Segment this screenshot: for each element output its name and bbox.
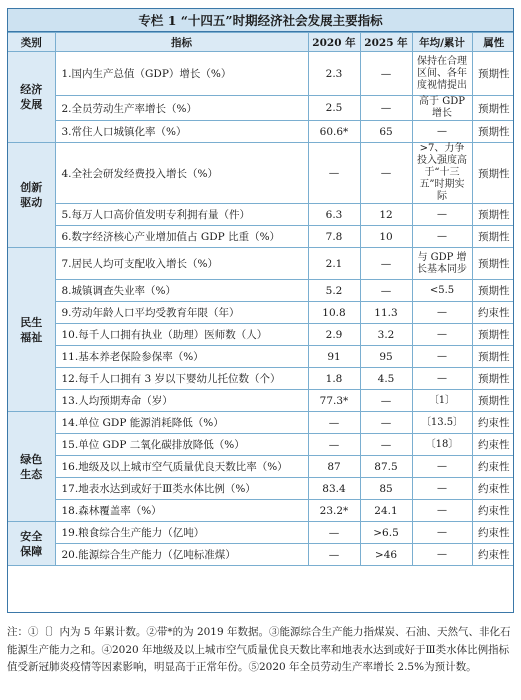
- cumulative-cell: —: [412, 226, 472, 248]
- value-2025-cell: 65: [360, 121, 412, 143]
- attribute-cell: 约束性: [472, 456, 514, 478]
- value-2025-cell: >6.5: [360, 522, 412, 544]
- attribute-cell: 约束性: [472, 302, 514, 324]
- attribute-cell: 预期性: [472, 96, 514, 121]
- cumulative-cell: 保持在合理区间、各年度视情提出: [412, 52, 472, 96]
- attribute-cell: 预期性: [472, 280, 514, 302]
- table-row: [8, 204, 514, 226]
- value-2020-cell: 7.8: [308, 226, 360, 248]
- cumulative-cell: 高于 GDP 增长: [412, 96, 472, 121]
- value-2020-cell: 2.3: [308, 52, 360, 96]
- value-2025-cell: 85: [360, 478, 412, 500]
- table-row: [8, 456, 514, 478]
- value-2025-cell: —: [360, 248, 412, 280]
- header-cumulative: 年均/累计: [412, 33, 472, 52]
- indicator-table: [8, 32, 514, 566]
- attribute-cell: 约束性: [472, 412, 514, 434]
- table-row: [8, 368, 514, 390]
- header-row: [8, 33, 514, 52]
- cumulative-cell: —: [412, 204, 472, 226]
- value-2025-cell: 4.5: [360, 368, 412, 390]
- header-attribute: 属性: [472, 33, 514, 52]
- table-row: [8, 302, 514, 324]
- table-row: [8, 544, 514, 566]
- cumulative-cell: —: [412, 324, 472, 346]
- attribute-cell: 约束性: [472, 478, 514, 500]
- header-category: 类别: [8, 33, 55, 52]
- value-2020-cell: 10.8: [308, 302, 360, 324]
- value-2020-cell: 60.6*: [308, 121, 360, 143]
- value-2025-cell: 3.2: [360, 324, 412, 346]
- table-row: [8, 248, 514, 280]
- value-2020-cell: 77.3*: [308, 390, 360, 412]
- table-row: [8, 143, 514, 204]
- value-2025-cell: —: [360, 280, 412, 302]
- cumulative-cell: —: [412, 478, 472, 500]
- value-2025-cell: 87.5: [360, 456, 412, 478]
- indicator-cell: 12.每千人口拥有 3 岁以下婴幼儿托位数（个）: [55, 368, 308, 390]
- table-row: [8, 346, 514, 368]
- attribute-cell: 预期性: [472, 346, 514, 368]
- table-row: [8, 121, 514, 143]
- value-2020-cell: —: [308, 434, 360, 456]
- indicator-cell: 4.全社会研发经费投入增长（%）: [55, 143, 308, 204]
- attribute-cell: 预期性: [472, 143, 514, 204]
- attribute-cell: 预期性: [472, 121, 514, 143]
- value-2025-cell: —: [360, 143, 412, 204]
- value-2020-cell: 91: [308, 346, 360, 368]
- value-2025-cell: 95: [360, 346, 412, 368]
- cumulative-cell: —: [412, 302, 472, 324]
- category-cell: 创新驱动: [8, 143, 55, 248]
- value-2020-cell: 1.8: [308, 368, 360, 390]
- category-cell: 经济发展: [8, 52, 55, 143]
- attribute-cell: 约束性: [472, 544, 514, 566]
- cumulative-cell: —: [412, 121, 472, 143]
- attribute-cell: 预期性: [472, 248, 514, 280]
- value-2020-cell: 2.1: [308, 248, 360, 280]
- indicator-cell: 10.每千人口拥有执业（助理）医师数（人）: [55, 324, 308, 346]
- indicator-cell: 19.粮食综合生产能力（亿吨）: [55, 522, 308, 544]
- cumulative-cell: 〔1〕: [412, 390, 472, 412]
- attribute-cell: 约束性: [472, 434, 514, 456]
- value-2025-cell: —: [360, 390, 412, 412]
- value-2025-cell: 11.3: [360, 302, 412, 324]
- indicator-cell: 1.国内生产总值（GDP）增长（%）: [55, 52, 308, 96]
- indicator-cell: 13.人均预期寿命（岁）: [55, 390, 308, 412]
- indicator-cell: 6.数字经济核心产业增加值占 GDP 比重（%）: [55, 226, 308, 248]
- header-2020: 2020 年: [308, 33, 360, 52]
- cumulative-cell: <5.5: [412, 280, 472, 302]
- cumulative-cell: —: [412, 522, 472, 544]
- value-2020-cell: 2.5: [308, 96, 360, 121]
- indicator-cell: 8.城镇调查失业率（%）: [55, 280, 308, 302]
- table-row: [8, 522, 514, 544]
- indicator-cell: 16.地级及以上城市空气质量优良天数比率（%）: [55, 456, 308, 478]
- indicator-cell: 11.基本养老保险参保率（%）: [55, 346, 308, 368]
- category-cell: 民生福祉: [8, 248, 55, 412]
- indicator-cell: 17.地表水达到或好于Ⅲ类水体比例（%）: [55, 478, 308, 500]
- value-2020-cell: 5.2: [308, 280, 360, 302]
- attribute-cell: 预期性: [472, 226, 514, 248]
- cumulative-cell: 〔13.5〕: [412, 412, 472, 434]
- category-cell: 绿色生态: [8, 412, 55, 522]
- table-row: [8, 478, 514, 500]
- value-2020-cell: 83.4: [308, 478, 360, 500]
- indicator-cell: 2.全员劳动生产率增长（%）: [55, 96, 308, 121]
- indicator-cell: 20.能源综合生产能力（亿吨标准煤）: [55, 544, 308, 566]
- header-2025: 2025 年: [360, 33, 412, 52]
- value-2020-cell: 6.3: [308, 204, 360, 226]
- table-row: [8, 500, 514, 522]
- cumulative-cell: >7、力争投入强度高于“十三五”时期实际: [412, 143, 472, 204]
- category-cell: 安全保障: [8, 522, 55, 566]
- cumulative-cell: —: [412, 368, 472, 390]
- cumulative-cell: —: [412, 456, 472, 478]
- indicator-cell: 3.常住人口城镇化率（%）: [55, 121, 308, 143]
- value-2020-cell: —: [308, 412, 360, 434]
- value-2025-cell: —: [360, 52, 412, 96]
- table-row: [8, 226, 514, 248]
- value-2025-cell: —: [360, 96, 412, 121]
- attribute-cell: 预期性: [472, 52, 514, 96]
- table-row: [8, 96, 514, 121]
- value-2025-cell: >46: [360, 544, 412, 566]
- value-2025-cell: —: [360, 434, 412, 456]
- indicator-cell: 9.劳动年龄人口平均受教育年限（年）: [55, 302, 308, 324]
- indicator-cell: 18.森林覆盖率（%）: [55, 500, 308, 522]
- header-indicator: 指标: [55, 33, 308, 52]
- attribute-cell: 预期性: [472, 390, 514, 412]
- indicator-panel: [7, 8, 514, 613]
- cumulative-cell: —: [412, 346, 472, 368]
- value-2020-cell: 87: [308, 456, 360, 478]
- table-row: [8, 412, 514, 434]
- value-2020-cell: 2.9: [308, 324, 360, 346]
- value-2020-cell: —: [308, 143, 360, 204]
- indicator-cell: 14.单位 GDP 能源消耗降低（%）: [55, 412, 308, 434]
- value-2025-cell: 12: [360, 204, 412, 226]
- attribute-cell: 约束性: [472, 522, 514, 544]
- attribute-cell: 预期性: [472, 368, 514, 390]
- attribute-cell: 预期性: [472, 204, 514, 226]
- cumulative-cell: 与 GDP 增长基本同步: [412, 248, 472, 280]
- value-2020-cell: —: [308, 522, 360, 544]
- value-2020-cell: 23.2*: [308, 500, 360, 522]
- cumulative-cell: —: [412, 544, 472, 566]
- indicator-cell: 5.每万人口高价值发明专利拥有量（件）: [55, 204, 308, 226]
- table-row: [8, 280, 514, 302]
- table-row: [8, 390, 514, 412]
- cumulative-cell: —: [412, 500, 472, 522]
- indicator-cell: 15.单位 GDP 二氧化碳排放降低（%）: [55, 434, 308, 456]
- value-2025-cell: 10: [360, 226, 412, 248]
- table-row: [8, 324, 514, 346]
- panel-title: 专栏 1 “十四五”时期经济社会发展主要指标: [8, 9, 513, 32]
- value-2020-cell: —: [308, 544, 360, 566]
- indicator-table-body: [8, 52, 514, 566]
- cumulative-cell: 〔18〕: [412, 434, 472, 456]
- footnotes: 注：①〔〕内为 5 年累计数。②带*的为 2019 年数据。③能源综合生产能力指煤炭、石油、天然气、非化石能源生产能力之和。④2020 年地级及以上城市空气质量优良天数比率和地表水达到或好于Ⅲ类水体比例指标值受新冠肺炎疫情等因素影响，明显高于正常年份。⑤2020 年全员劳动生产率增长 2.5%为预计数。: [7, 626, 511, 673]
- table-row: [8, 434, 514, 456]
- value-2025-cell: 24.1: [360, 500, 412, 522]
- attribute-cell: 预期性: [472, 324, 514, 346]
- attribute-cell: 约束性: [472, 500, 514, 522]
- value-2025-cell: —: [360, 412, 412, 434]
- table-row: [8, 52, 514, 96]
- indicator-cell: 7.居民人均可支配收入增长（%）: [55, 248, 308, 280]
